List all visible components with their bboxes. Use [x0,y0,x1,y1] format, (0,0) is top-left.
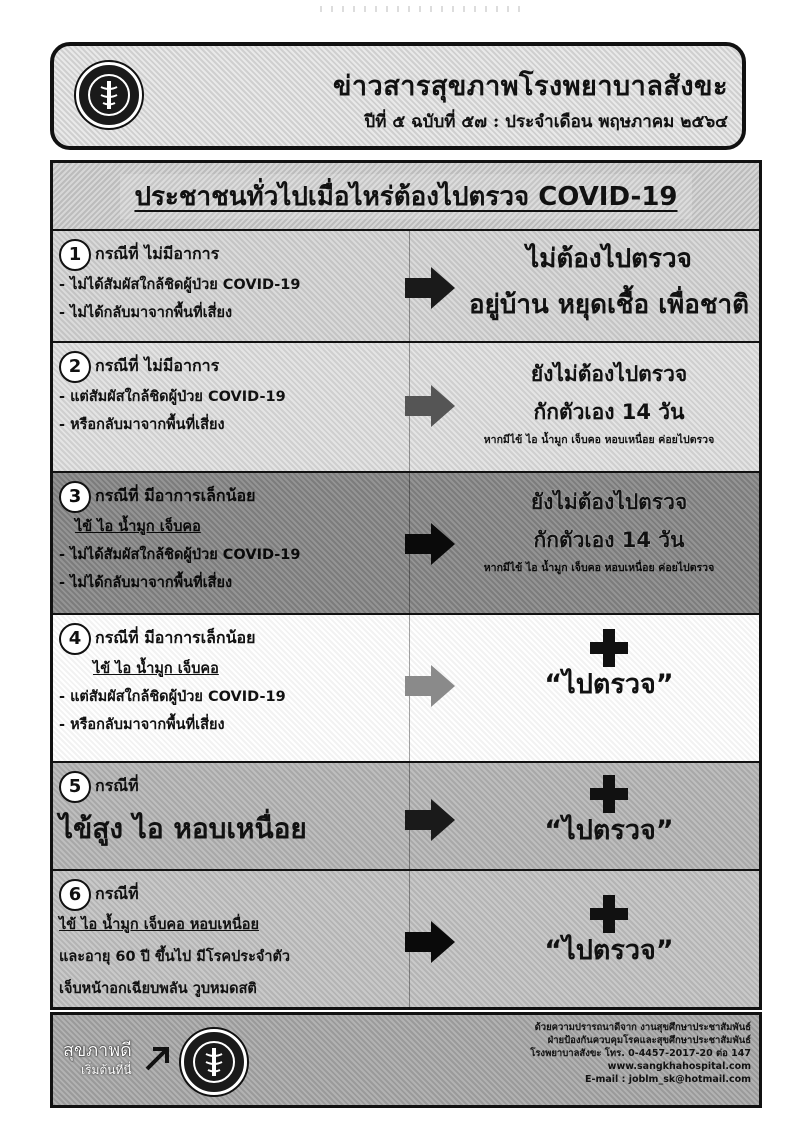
plus-cross-icon [590,895,628,933]
hospital-logo-icon [76,62,142,128]
condition-line: - หรือกลับมาจากพื้นที่เสี่ยง [59,717,225,733]
plus-cross-icon [590,629,628,667]
case-number: 4 [59,623,91,655]
plus-cross-icon [590,775,628,813]
result-primary: ไม่ต้องไปตรวจ [526,244,692,274]
result-secondary: อยู่บ้าน หยุดเชื้อ เพื่อชาติ [468,290,749,320]
case-number: 5 [59,771,91,803]
condition-line: - แต่สัมผัสใกล้ชิดผู้ป่วย COVID-19 [59,389,286,405]
case-2 [53,341,759,471]
result-go: “ไปตรวจ” [544,815,674,846]
condition-line: - ไม่ได้กลับมาจากพื้นที่เสี่ยง [59,305,233,321]
condition-line: - ไม่ได้กลับมาจากพื้นที่เสี่ยง [59,575,233,591]
symptoms-line: ไข้ ไอ น้ำมูก เจ็บคอ [93,661,219,677]
right-arrow-icon [405,665,455,707]
severe-symptoms: ไข้สูง ไอ หอบเหนื่อย [59,812,307,845]
newsletter-footer [50,1012,762,1108]
case-4 [53,613,759,761]
case-heading: 3 กรณีที่ มีอาการเล็กน้อย [59,479,399,513]
condition-line: - หรือกลับมาจากพื้นที่เสี่ยง [59,417,225,433]
result-secondary: กักตัวเอง 14 วัน [533,528,685,552]
result-primary: ยังไม่ต้องไปตรวจ [530,362,688,386]
newsletter-header [50,42,746,150]
condition-line: - ไม่ได้สัมผัสใกล้ชิดผู้ป่วย COVID-19 [59,547,301,563]
newsletter-title: ข่าวสารสุขภาพโรงพยาบาลสังขะ [332,71,728,102]
case-heading: 5 กรณีที่ [59,769,399,803]
case-6 [53,869,759,1007]
case-number: 2 [59,351,91,383]
case-heading: 2 กรณีที่ ไม่มีอาการ [59,349,399,383]
covid-guide-panel [50,160,762,1010]
case-1 [53,229,759,341]
footer-slogan-sub: เริ่มต้นที่นี่ [81,1063,132,1077]
result-go: “ไปตรวจ” [544,935,674,966]
hospital-logo-icon [181,1029,247,1095]
right-arrow-icon [405,921,455,963]
result-secondary: กักตัวเอง 14 วัน [533,400,685,424]
result-go: “ไปตรวจ” [544,669,674,700]
result-primary: ยังไม่ต้องไปตรวจ [530,490,688,514]
right-arrow-icon [405,385,455,427]
result-note: หากมีไข้ ไอ น้ำมูก เจ็บคอ หอบเหนื่อย ค่อยไปตรวจ [483,434,715,446]
footer-slogan: สุขภาพดี [63,1040,132,1061]
case-3 [53,471,759,613]
diagonal-arrow-icon [143,1043,173,1073]
email-link[interactable]: E-mail : joblm_sk@hotmail.com [585,1074,751,1085]
page-title: ประชาชนทั่วไปเมื่อไหร่ต้องไปตรวจ COVID-19 [120,174,691,219]
case-number: 3 [59,481,91,513]
case-heading: 6 กรณีที่ [59,877,399,911]
symptoms-line: ไข้ ไอ น้ำมูก เจ็บคอ [75,519,201,535]
condition-line: และอายุ 60 ปี ขึ้นไป มีโรคประจำตัว [59,949,291,965]
symptoms-line: ไข้ ไอ น้ำมูก เจ็บคอ หอบเหนื่อย [59,917,259,933]
scan-noise [320,6,520,12]
condition-line: เจ็บหน้าอกเฉียบพลัน วูบหมดสติ [59,981,257,997]
title-band [53,163,759,229]
case-5 [53,761,759,869]
condition-line: - แต่สัมผัสใกล้ชิดผู้ป่วย COVID-19 [59,689,286,705]
result-note: หากมีไข้ ไอ น้ำมูก เจ็บคอ หอบเหนื่อย ค่อยไปตรวจ [483,562,715,574]
right-arrow-icon [405,267,455,309]
website-link[interactable]: www.sangkhahospital.com [607,1061,751,1072]
case-heading: 4 กรณีที่ มีอาการเล็กน้อย [59,621,399,655]
case-number: 6 [59,879,91,911]
case-number: 1 [59,239,91,271]
right-arrow-icon [405,799,455,841]
case-heading: 1 กรณีที่ ไม่มีอาการ [59,237,399,271]
condition-line: - ไม่ได้สัมผัสใกล้ชิดผู้ป่วย COVID-19 [59,277,301,293]
newsletter-issue: ปีที่ ๕ ฉบับที่ ๕๗ : ประจำเดือน พฤษภาคม ๒๕๖๔ [364,112,728,132]
contact-info: ด้วยความปรารถนาดีจาก งานสุขศึกษาประชาสัมพันธ์ ฝ่ายป้องกันควบคุมโรคและสุขศึกษาประชาสัมพันธ์ โรงพยาบาลสังขะ โทร. 0-4457-2017-20 ต่อ 147 www.sangkhahospital.com E-mail : joblm_sk@hotmail.com [530,1022,751,1085]
